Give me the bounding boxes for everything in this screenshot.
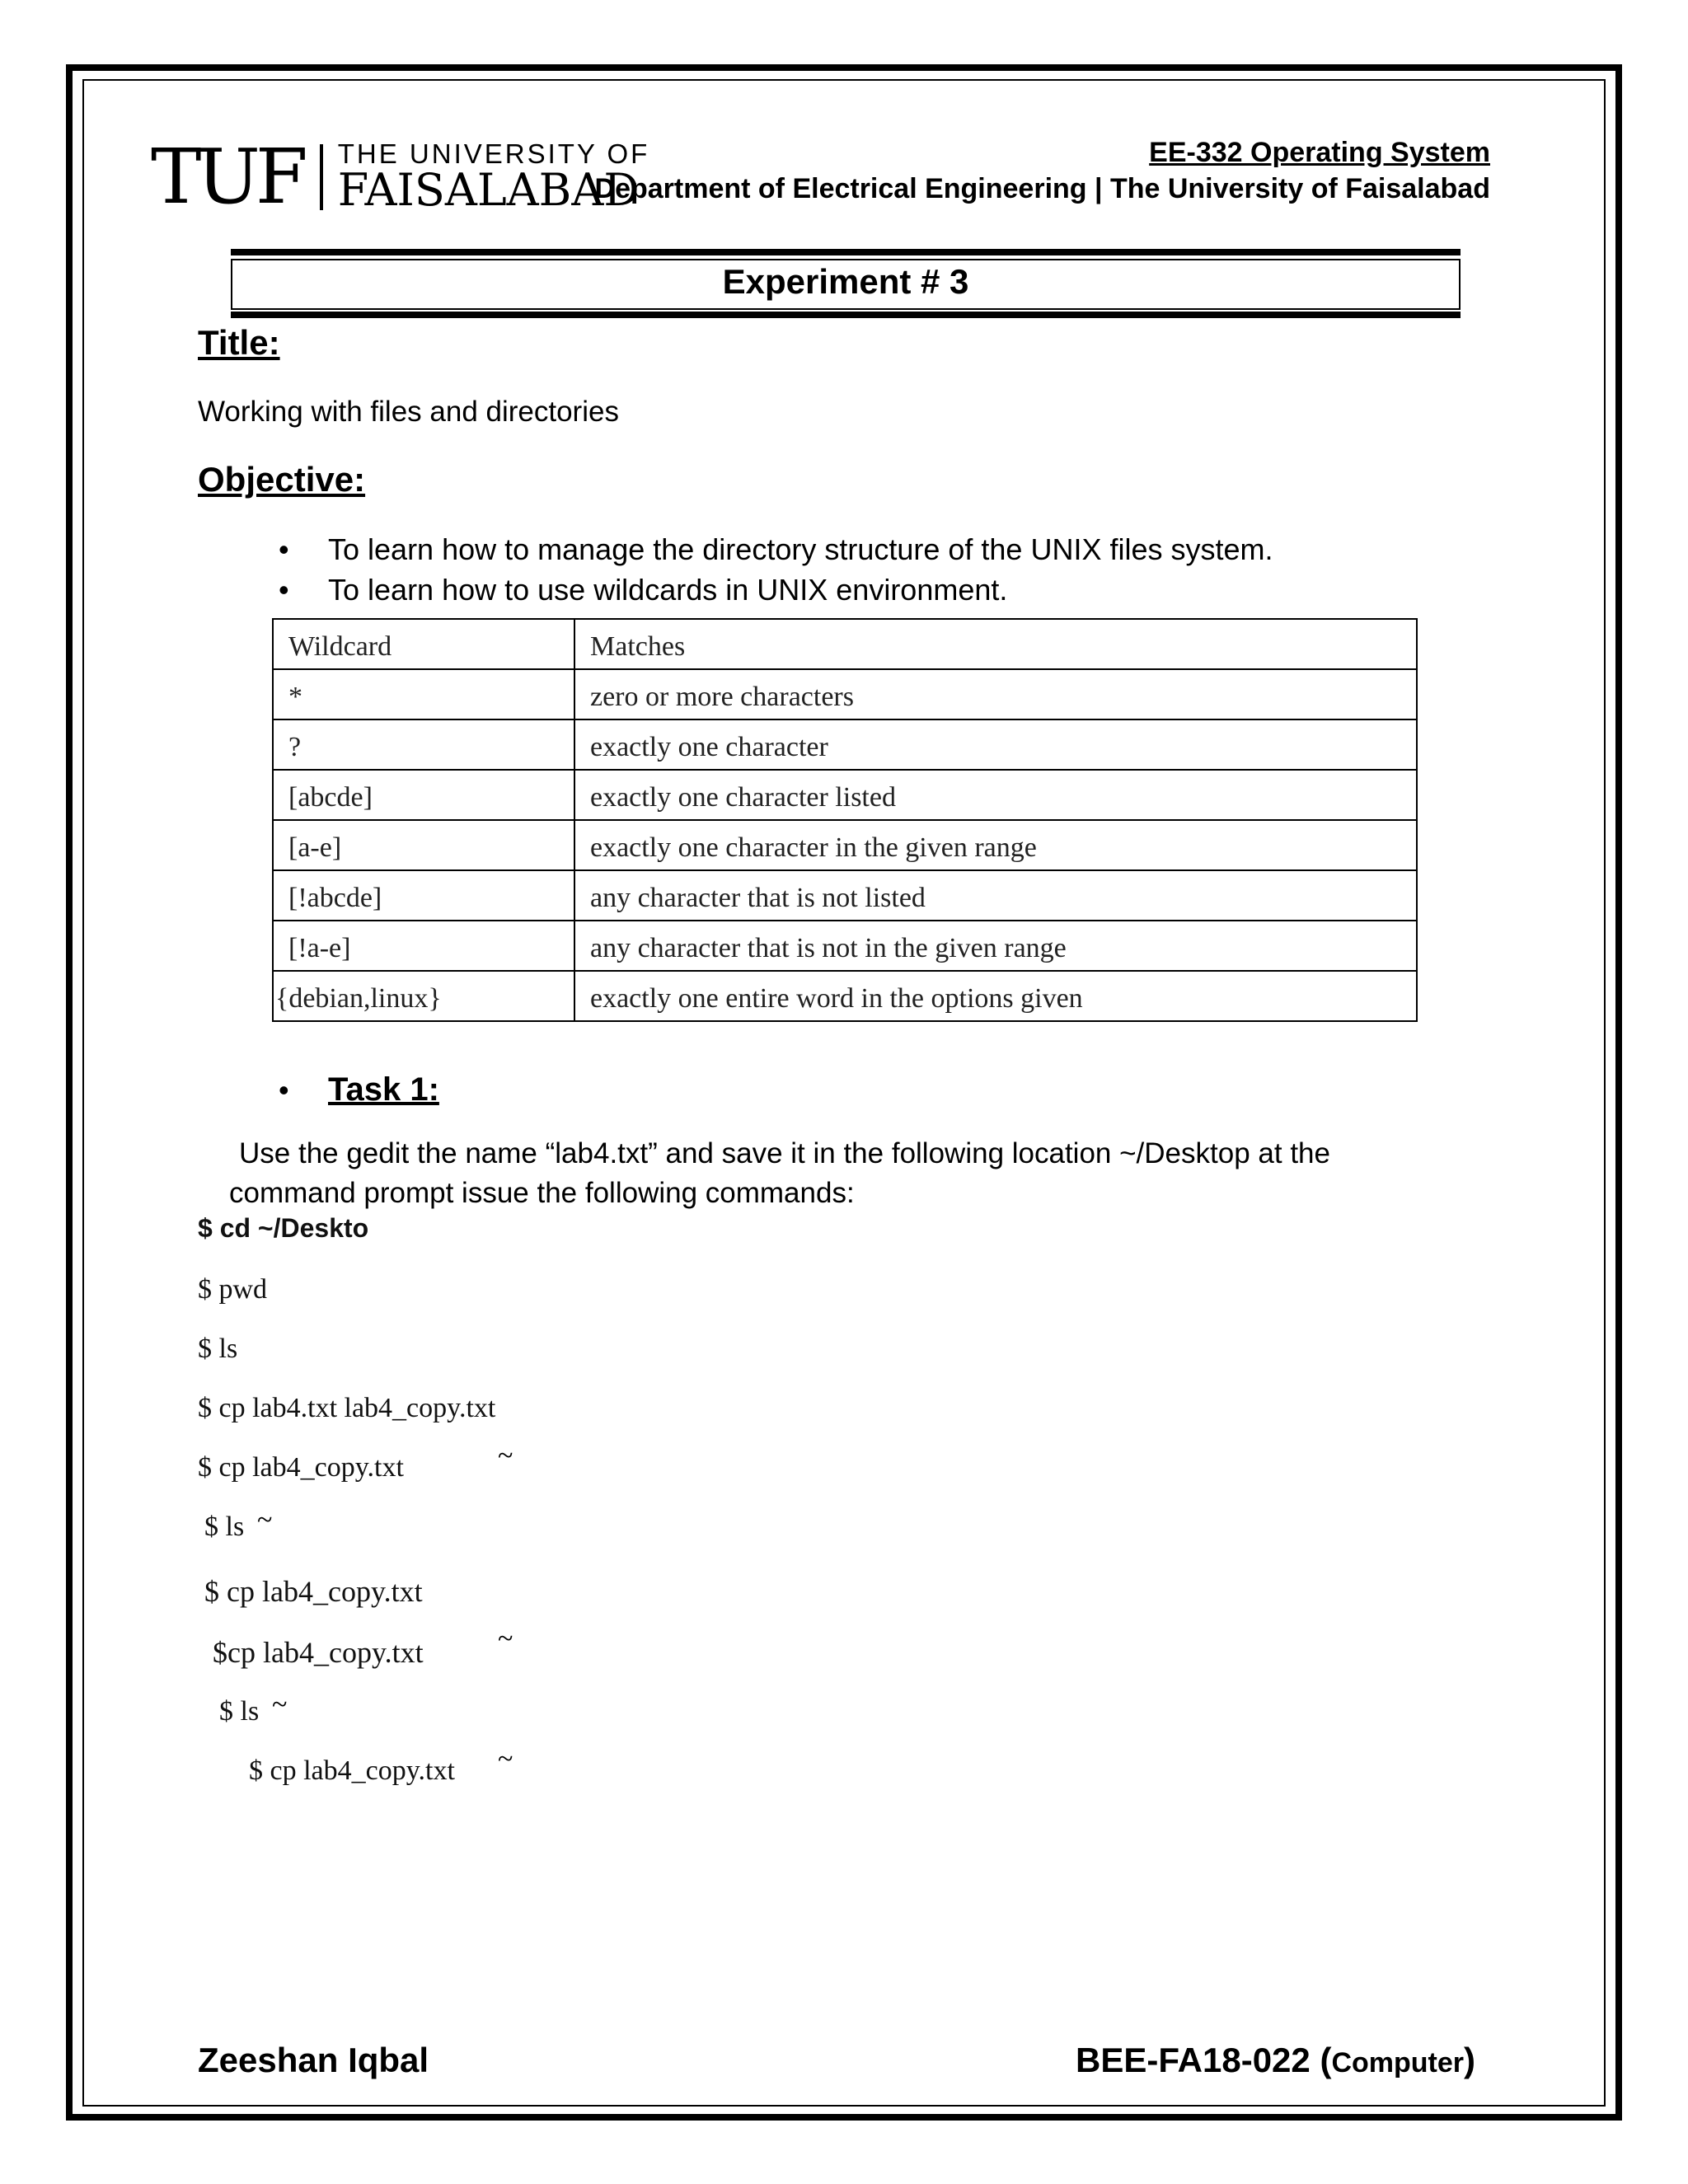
tilde-mark: ~: [272, 1690, 288, 1720]
command-line: $ ls: [204, 1511, 245, 1542]
task-line-2: command prompt issue the following commands:: [229, 1177, 855, 1209]
command-line: $ ls: [198, 1333, 238, 1364]
table-row: [273, 669, 1417, 719]
logo-divider: [320, 144, 323, 210]
wildcard-table: [272, 618, 1418, 1022]
command-line: $ cp lab4_copy.txt: [198, 1452, 404, 1483]
university-logo: [151, 133, 650, 221]
objective-heading: Objective:: [198, 460, 366, 499]
table-cell: exactly one character in the given range: [574, 820, 1417, 870]
table-row: [273, 971, 1417, 1021]
table-header-cell: Wildcard: [273, 619, 574, 669]
tilde-mark: ~: [498, 1624, 513, 1654]
command-line: $cp lab4_copy.txt: [213, 1636, 424, 1669]
task-heading: Task 1:: [328, 1071, 439, 1108]
objective-list: [279, 529, 1273, 610]
task-description: [229, 1134, 1465, 1213]
student-id-close: ): [1464, 2041, 1475, 2079]
task-bullet: •: [279, 1073, 289, 1107]
experiment-rule-top: [231, 249, 1461, 255]
table-cell: any character that is not in the given range: [574, 921, 1417, 971]
table-cell: [abcde]: [273, 770, 574, 820]
table-row: [273, 770, 1417, 820]
table-header-row: [273, 619, 1417, 669]
experiment-rule-bottom: [231, 312, 1461, 318]
tilde-mark: ~: [257, 1505, 273, 1535]
logo-mark: TUF: [151, 133, 303, 221]
command-line: $ cp lab4_copy.txt: [249, 1755, 455, 1786]
command-line: $ cp lab4.txt lab4_copy.txt: [198, 1393, 496, 1423]
student-name: Zeeshan Iqbal: [198, 2041, 429, 2079]
command-line: $ cd ~/Deskto: [198, 1213, 369, 1243]
table-row: [273, 820, 1417, 870]
table-row: [273, 870, 1417, 921]
table-header-cell: Matches: [574, 619, 1417, 669]
logo-top-text: THE UNIVERSITY OF: [337, 138, 650, 170]
table-cell: zero or more characters: [574, 669, 1417, 719]
table-row: [273, 719, 1417, 770]
department-title: Department of Electrical Engineering | The University of Faisalabad: [594, 173, 1490, 204]
table-cell: any character that is not listed: [574, 870, 1417, 921]
table-cell: [!a-e]: [273, 921, 574, 971]
tilde-mark: ~: [498, 1441, 513, 1471]
table-cell: ?: [273, 719, 574, 770]
title-text: Working with files and directories: [198, 396, 619, 428]
tilde-mark: ~: [498, 1744, 513, 1774]
table-cell: [a-e]: [273, 820, 574, 870]
table-cell: [!abcde]: [273, 870, 574, 921]
table-row: [273, 921, 1417, 971]
table-cell: exactly one character: [574, 719, 1417, 770]
table-cell: {debian,linux}: [273, 971, 574, 1021]
program-label: Computer: [1331, 2047, 1464, 2079]
title-heading: Title:: [198, 323, 280, 362]
course-title: EE-332 Operating System: [1149, 137, 1490, 168]
command-line: $ ls: [219, 1696, 260, 1727]
list-item: • To learn how to use wildcards in UNIX environment.: [279, 569, 1273, 610]
command-line: $ cp lab4_copy.txt: [204, 1575, 423, 1608]
experiment-heading: Experiment # 3: [722, 262, 969, 301]
task-line-1: Use the gedit the name “lab4.txt” and save it in the following location ~/Desktop at the: [239, 1137, 1330, 1169]
table-cell: *: [273, 669, 574, 719]
student-id-text: BEE-FA18-022 (: [1075, 2041, 1332, 2079]
page-border-inner: [82, 79, 1606, 2107]
table-cell: exactly one character listed: [574, 770, 1417, 820]
logo-bottom-text: FAISALABAD: [337, 164, 640, 217]
command-line: $ pwd: [198, 1274, 268, 1305]
table-cell: exactly one entire word in the options given: [574, 971, 1417, 1021]
student-id: [1076, 2041, 1475, 2080]
list-item: • To learn how to manage the directory structure of the UNIX files system.: [279, 529, 1273, 569]
